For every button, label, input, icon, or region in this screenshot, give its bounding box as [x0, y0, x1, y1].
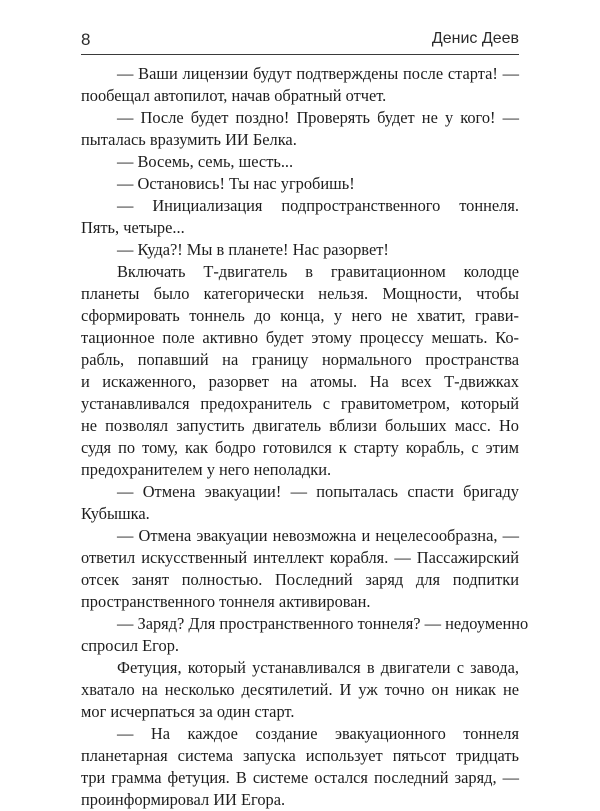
author-name: Денис Деев [431, 30, 519, 47]
text-line: — Отмена эвакуации невозможна и нецелесообразна, — [117, 526, 519, 545]
text-line: мог исчерпаться за один старт. [81, 702, 295, 721]
running-header [81, 28, 519, 55]
text-line: планетарная система запуска использует пятьсот тридцать [81, 746, 519, 765]
text-line: пространственного тоннеля активирован. [81, 592, 371, 611]
text-line: Включать Т-двигатель в гравитационном колодце [117, 262, 519, 281]
page-number: 8 [81, 30, 91, 49]
text-line: — Куда?! Мы в планете! Нас разорвет! [117, 240, 389, 259]
text-line: Фетуция, который устанавливался в двигатели с завода, [117, 658, 519, 677]
text-line: хватало на несколько десятилетий. И уж точно он никак не [81, 680, 519, 699]
text-line: планеты было категорически нельзя. Мощности, чтобы [81, 284, 519, 303]
text-line: — Ваши лицензии будут подтверждены после старта! — [117, 64, 519, 83]
text-line: — Заряд? Для пространственного тоннеля? — недоуменно [117, 614, 529, 633]
text-line: пообещал автопилот, начав обратный отчет. [81, 86, 387, 105]
text-line: проинформировал ИИ Егора. [81, 790, 286, 809]
text-line: Кубышка. [81, 504, 150, 523]
text-line: рабль, попавший на границу нормального пространства [81, 350, 519, 369]
text-line: — На каждое создание эвакуационного тоннеля [117, 724, 519, 743]
text-line: и искаженного, разорвет на атомы. На всех Т-движках [81, 372, 519, 391]
text-line: — Отмена эвакуации! — попыталась спасти бригаду [117, 482, 519, 501]
text-line: предохранителем у него неполадки. [81, 460, 332, 479]
text-line: три грамма фетуция. В системе остался последний заряд, — [81, 768, 519, 787]
text-line: — Восемь, семь, шесть... [117, 152, 294, 171]
text-line: спросил Егор. [81, 636, 179, 655]
text-line: Пять, четыре... [81, 218, 185, 237]
body-text [81, 63, 529, 811]
text-line: — Инициализация подпространственного тоннеля. [117, 196, 519, 215]
text-line: тационное поле активно будет этому процессу мешать. Ко- [81, 328, 519, 347]
text-line: устанавливался предохранитель с гравитометром, который [81, 394, 519, 413]
text-line: ответил искусственный интеллект корабля. — Пассажирский [81, 548, 519, 567]
text-line: судя по тому, как бодро готовился к старту корабль, с этим [81, 438, 519, 457]
text-line: пыталась вразумить ИИ Белка. [81, 130, 297, 149]
text-line: — Остановись! Ты нас угробишь! [117, 174, 355, 193]
text-line: отсек занят полностью. Последний заряд для подпитки [81, 570, 519, 589]
text-line: сформировать тоннель до конца, у него не хватит, грави- [81, 306, 519, 325]
text-line: — После будет поздно! Проверять будет не у кого! — [117, 108, 519, 127]
text-line: не позволял запустить двигатель вблизи больших масс. Но [81, 416, 519, 435]
